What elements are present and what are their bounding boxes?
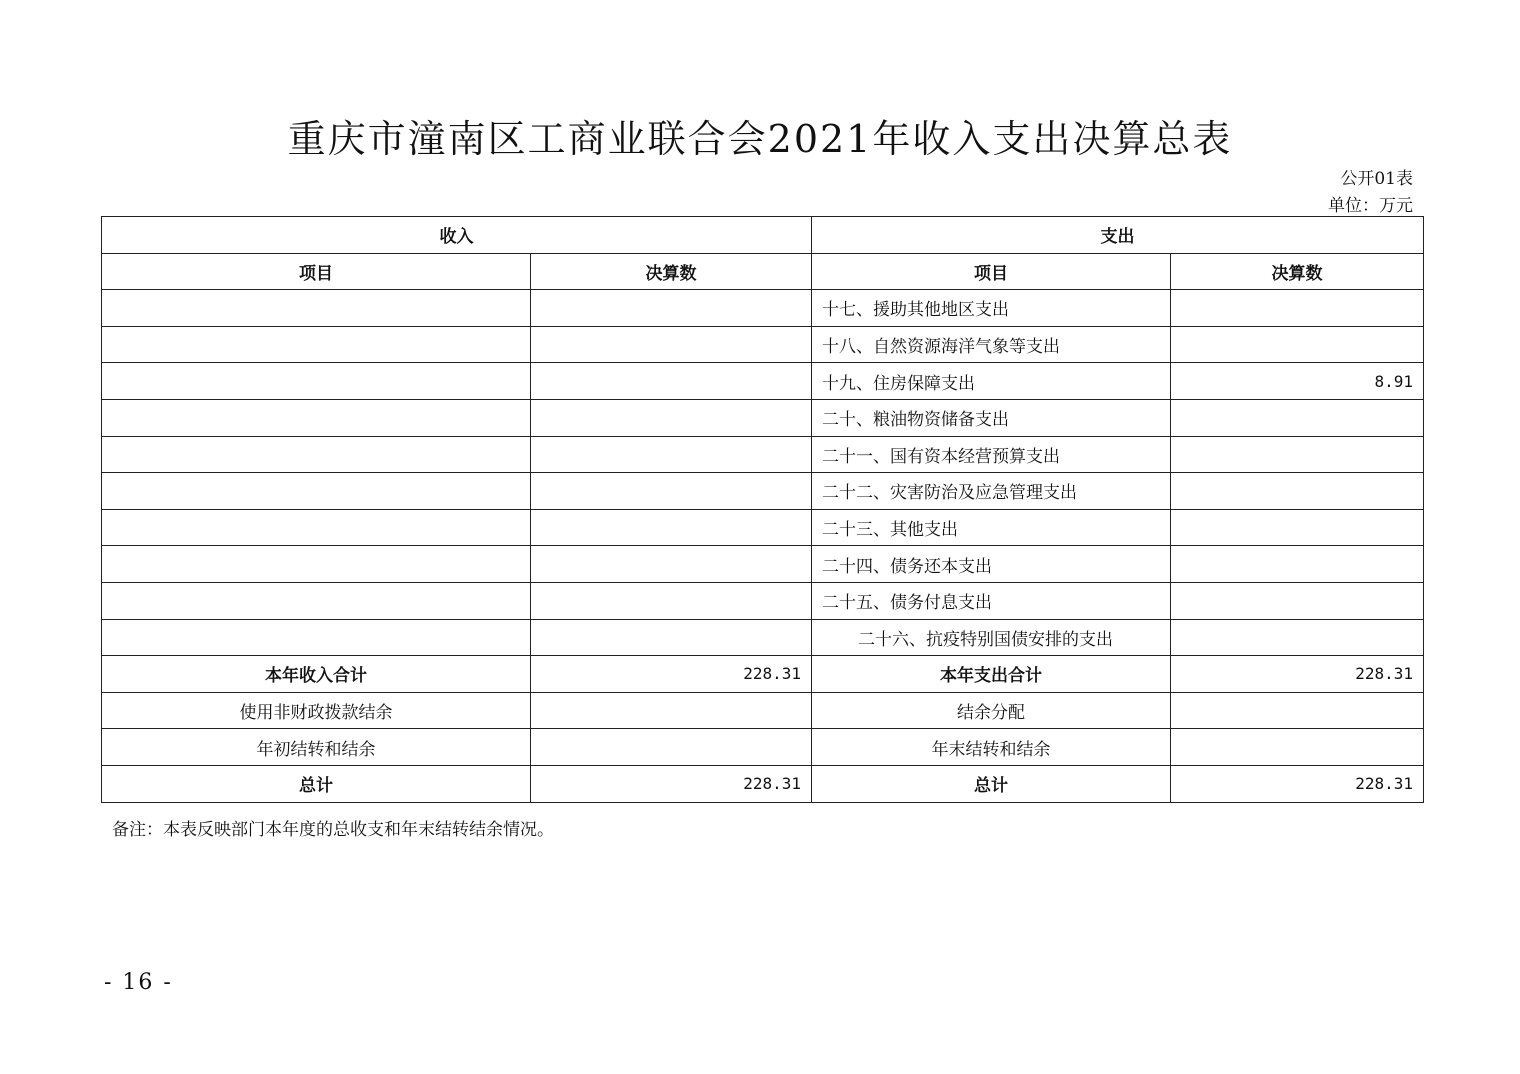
table-row: [102, 619, 1424, 656]
expense-item: 二十五、债务付息支出: [812, 582, 1171, 619]
table-row: [102, 729, 1424, 766]
table-row: [102, 436, 1424, 473]
expense-amount: [1171, 436, 1424, 473]
expense-item: 二十、粮油物资储备支出: [812, 399, 1171, 436]
table-row: [102, 290, 1424, 327]
expense-amount: [1171, 582, 1424, 619]
income-item-header: 项目: [102, 253, 531, 290]
expense-amount: [1171, 473, 1424, 510]
table-row: [102, 509, 1424, 546]
income-item: [102, 326, 531, 363]
expense-amount: [1171, 290, 1424, 327]
expense-amount: [1171, 546, 1424, 583]
income-header: 收入: [102, 217, 812, 254]
expense-year-total-label: 本年支出合计: [812, 656, 1171, 693]
table-row: [102, 399, 1424, 436]
income-item: [102, 509, 531, 546]
expense-amount: [1171, 729, 1424, 766]
expense-grand-total-amount: 228.31: [1171, 765, 1424, 802]
income-amount: [531, 326, 812, 363]
income-grand-total-label: 总计: [102, 765, 531, 802]
expense-amount: [1171, 399, 1424, 436]
table-row: [102, 692, 1424, 729]
table-row: [102, 546, 1424, 583]
expense-item: 结余分配: [812, 692, 1171, 729]
income-item: [102, 546, 531, 583]
income-amount: [531, 619, 812, 656]
grand-total-row: [102, 765, 1424, 802]
table-row: [102, 582, 1424, 619]
income-item: [102, 582, 531, 619]
expense-item: 十八、自然资源海洋气象等支出: [812, 326, 1171, 363]
income-amount: [531, 509, 812, 546]
expense-amount: [1171, 692, 1424, 729]
income-item: [102, 290, 531, 327]
income-item: [102, 363, 531, 400]
expense-amount: 8.91: [1171, 363, 1424, 400]
income-amount: [531, 729, 812, 766]
income-amount: [531, 473, 812, 510]
expense-header: 支出: [812, 217, 1424, 254]
table-note: 备注：本表反映部门本年度的总收支和年末结转结余情况。: [112, 820, 554, 840]
expense-grand-total-label: 总计: [812, 765, 1171, 802]
expense-item: 十七、援助其他地区支出: [812, 290, 1171, 327]
year-total-row: [102, 656, 1424, 693]
expense-item: 二十六、抗疫特别国债安排的支出: [812, 619, 1171, 656]
income-item: [102, 436, 531, 473]
expense-amount: [1171, 326, 1424, 363]
income-amount: [531, 546, 812, 583]
expense-year-total-amount: 228.31: [1171, 656, 1424, 693]
expense-item: 年末结转和结余: [812, 729, 1171, 766]
expense-amount: [1171, 619, 1424, 656]
page-title: 重庆市潼南区工商业联合会2021年收入支出决算总表: [287, 117, 1233, 161]
section-header-row: [102, 217, 1424, 254]
page-number: - 16 -: [104, 970, 173, 995]
income-amount: [531, 290, 812, 327]
table-row: [102, 326, 1424, 363]
income-amount: [531, 436, 812, 473]
income-item: [102, 619, 531, 656]
expense-item: 二十一、国有资本经营预算支出: [812, 436, 1171, 473]
expense-item: 二十三、其他支出: [812, 509, 1171, 546]
expense-item: 十九、住房保障支出: [812, 363, 1171, 400]
income-year-total-label: 本年收入合计: [102, 656, 531, 693]
income-grand-total-amount: 228.31: [531, 765, 812, 802]
expense-item: 二十二、灾害防治及应急管理支出: [812, 473, 1171, 510]
income-item: 使用非财政拨款结余: [102, 692, 531, 729]
income-amount: [531, 399, 812, 436]
income-year-total-amount: 228.31: [531, 656, 812, 693]
income-item: 年初结转和结余: [102, 729, 531, 766]
income-amount: [531, 363, 812, 400]
form-number: 公开01表: [1340, 169, 1413, 189]
unit-label: 单位：万元: [1328, 196, 1413, 216]
income-amount: [531, 692, 812, 729]
expense-amount: [1171, 509, 1424, 546]
income-item: [102, 473, 531, 510]
expense-amount-header: 决算数: [1171, 253, 1424, 290]
table-row: [102, 363, 1424, 400]
income-item: [102, 399, 531, 436]
table-row: [102, 473, 1424, 510]
budget-table: [101, 216, 1424, 803]
column-header-row: [102, 253, 1424, 290]
income-amount: [531, 582, 812, 619]
expense-item: 二十四、债务还本支出: [812, 546, 1171, 583]
expense-item-header: 项目: [812, 253, 1171, 290]
income-amount-header: 决算数: [531, 253, 812, 290]
